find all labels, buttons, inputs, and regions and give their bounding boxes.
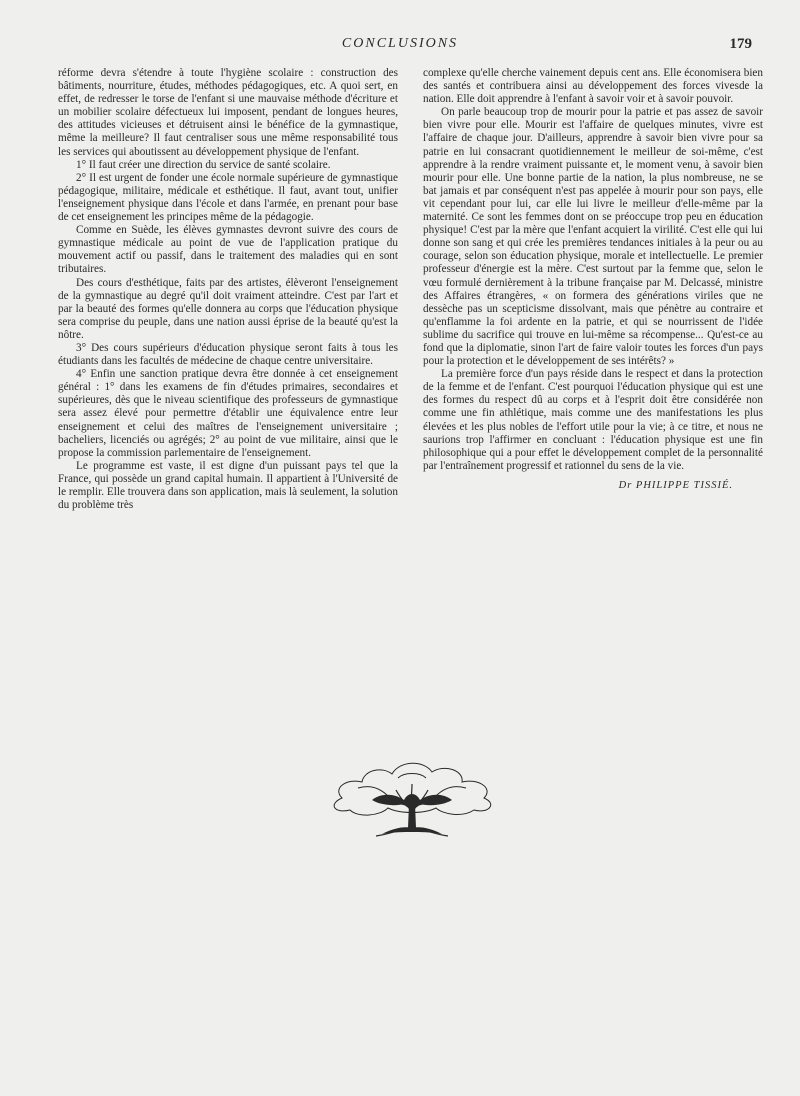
paragraph: Comme en Suède, les élèves gymnastes devront suivre des cours de gymnastique médicale au point de vue de l'application pratique du mouvement actif ou passif, dans le traitement des maladies qui en sont tributaires. (58, 224, 398, 276)
paragraph: complexe qu'elle cherche vainement depuis cent ans. Elle économisera bien des santés et contribuera ainsi au développement des forces vivesde la nation. Elle doit apprendre à l'enfant à savoir voir et à savoir pouvoir. (423, 67, 763, 106)
author-signature: Dr PHILIPPE TISSIÉ. (618, 479, 733, 491)
right-column (423, 67, 763, 492)
paragraph: Des cours d'esthétique, faits par des artistes, élèveront l'enseignement de la gymnastique au degré qu'il doit vraiment atteindre. C'est par l'art et par la beauté des formes qu'elle donnera au corps que l'éducation physique sera comprise du peuple, dans une nation aussi éprise de la beauté qu'est la nôtre. (58, 276, 398, 341)
running-head (0, 36, 800, 56)
paragraph: 4° Enfin une sanction pratique devra être donnée à cet enseignement général : 1° dans les examens de fin d'études primaires, secondaires et supérieures, dès que le niveau scientifique des professeurs de gymnastique sera assez élevé pour permettre d'établir une équivalence entre leur enseignement et celui des maîtres de l'enseignement universitaire ; bacheliers, licenciés ou agrégés; 2° au point de vue militaire, ainsi que le propose la commission parlementaire de l'enseignement. (58, 368, 398, 459)
tree-vignette-icon (312, 748, 512, 848)
paragraph: réforme devra s'étendre à toute l'hygiène scolaire : construction des bâtiments, nourriture, études, méthodes pédagogiques, etc. A quoi sert, en effet, de redresser le torse de l'enfant si une mauvaise méthode d'écriture et un mobilier scolaire défectueux lui imposent, pendant de longues heures, des attitudes vicieuses et détruisent ainsi le bénéfice de la gymnastique, même la meilleure? Il faut centraliser sous une même responsabilité tous les services qui aboutissent au développement physique de l'enfant. (58, 67, 398, 158)
paragraph: 1° Il faut créer une direction du service de santé scolaire. (76, 158, 331, 171)
paragraph: 3° Des cours supérieurs d'éducation physique seront faits à tous les étudiants dans les facultés de médecine de chaque centre universitaire. (58, 341, 398, 368)
paragraph: On parle beaucoup trop de mourir pour la patrie et pas assez de savoir bien vivre pour elle. Mourir est l'affaire de quelques minutes, vivre est l'affaire de chaque jour. D'ailleurs, apprendre à savoir bien vivre pour sa patrie en lui consacrant quotidiennement le meilleur de soi-même, c'est apprendre à la rendre vraiment puissante et, le moment venu, à savoir bien mourir pour elle. Une bonne partie de la nation, la plus nombreuse, ne se bat jamais et par conséquent n'est pas appelée à mourir pour son pays, elle vit cependant pour lui, car elle lui livre le meilleur d'elle-même par la maternité. Ce sont les femmes dont on se préoccupe trop peu en éducation physique! C'est par la mère que l'enfant acquiert la virilité. C'est elle qui lui donne son sang et qui crée les premières tendances initiales à la peur ou au courage, selon son éducation physique, morale et intellectuelle. Le premier professeur d'énergie est la mère. C'est surtout par la femme que, selon le vœu formulé dernièrement à la tribune française par M. Delcassé, ministre des Affaires étrangères, « on formera des générations viriles que ne dessèche pas un scepticisme dissolvant, mais que pénètre au contraire et qu'enflamme la foi ardente en la patrie, et qui se nourrissent de l'idée sublime du sacrifice qui trouve en lui-même sa récompense... Qu'est-ce au fond que la diplomatie, sinon l'art de faire valoir toutes les forces d'un pays pour la protection et le développement de ses intérêts? » (423, 106, 763, 368)
running-title: CONCLUSIONS (341, 36, 459, 51)
paragraph: La première force d'un pays réside dans le respect et dans la protection de la femme et de l'enfant. C'est pourquoi l'éducation physique qui est une des formes du respect dû au corps et à l'esprit doit être considérée non comme une fin athlétique, mais comme une des manifestations les plus élevées et les plus nobles de l'effort utile pour la vie; à ce titre, et nous ne saurions trop l'affirmer en concluant : l'éducation physique est une fin philosophique qui a pour effet le développement complet de la personnalité par l'entraînement progressif et rationnel du sens de la vie. (423, 368, 763, 472)
left-column (58, 67, 398, 512)
paragraph: 2° Il est urgent de fonder une école normale supérieure de gymnastique pédagogique, militaire, médicale et esthétique. Il faut, avant tout, unifier l'enseignement physique dans l'école et dans l'armée, en prenant pour base de cet enseignement les principes même de la pédagogie. (58, 171, 398, 224)
paragraph: Le programme est vaste, il est digne d'un puissant pays tel que la France, qui possède un grand capital humain. Il appartient à l'Université de le remplir. Elle trouvera dans son application, mais là seulement, la solution du problème très (58, 459, 398, 512)
page-number: 179 (729, 36, 752, 52)
